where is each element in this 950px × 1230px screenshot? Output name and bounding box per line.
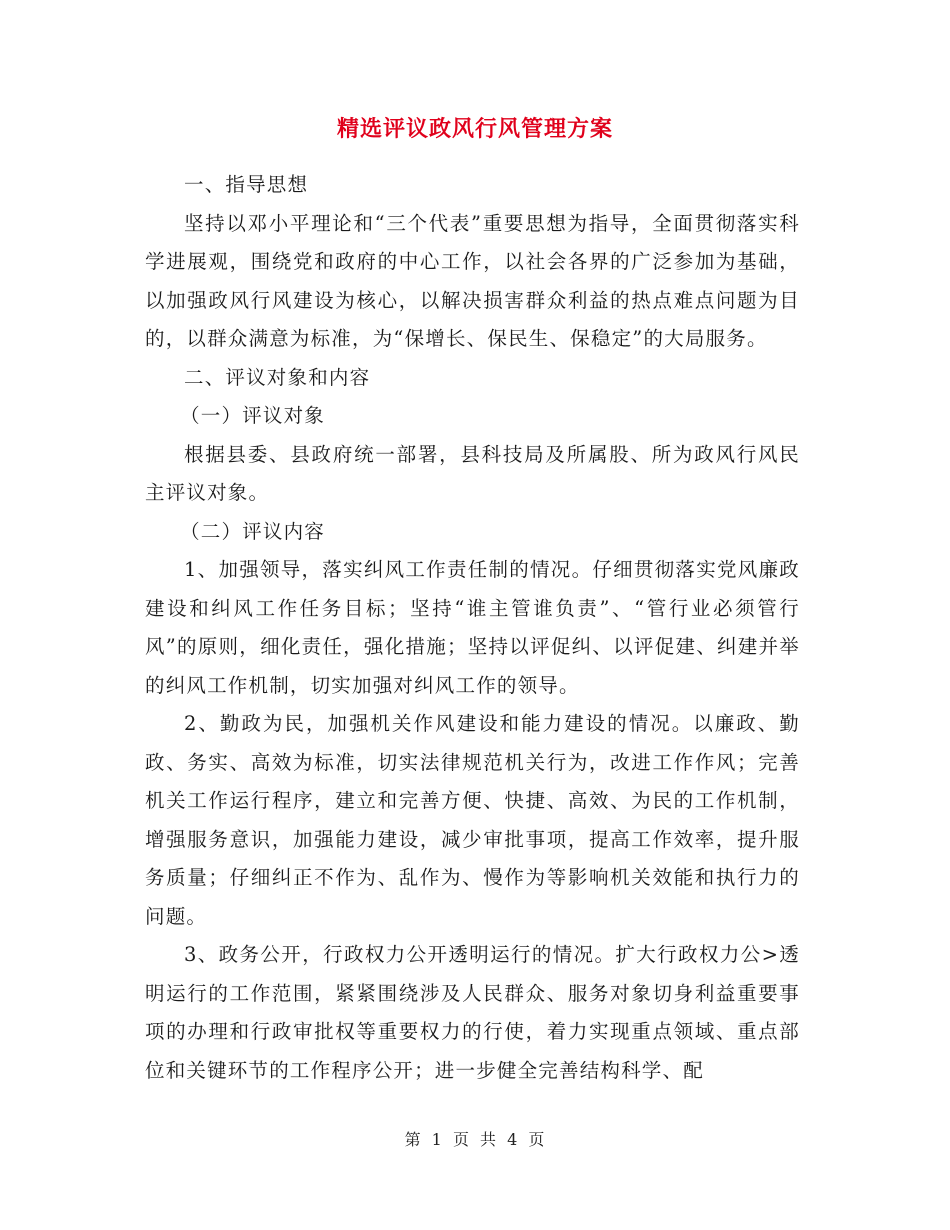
section-heading-guiding-ideology: 一、指导思想 (184, 173, 309, 196)
document-title: 精选评议政风行风管理方案 (336, 116, 613, 142)
paragraph-item-2: 2、勤政为民，加强机关作风建设和能力建设的情况。以廉政、勤政、务实、高效为标准，切实法律规范机关行为，改进工作作风；完善机关工作运行程序，建立和完善方便、快捷、高效、为民的工作机制，增强服务意识，加强能力建设，减少审批事项，提高工作效率，提升服务质量；仔细纠正不作为、乱作为、慢作为等影响机关效能和执行力的问题。 (145, 712, 800, 928)
paragraph-item-3: 3、政务公开，行政权力公开透明运行的情况。扩大行政权力公>透明运行的工作范围，紧紧围绕涉及人民群众、服务对象切身利益重要事项的办理和行政审批权等重要权力的行使，着力实现重点领域、重点部位和关键环节的工作程序公开；进一步健全完善结构科学、配 (145, 943, 800, 1082)
subsection-heading-content: （二）评议内容 (180, 519, 325, 543)
paragraph-item-1: 1、加强领导，落实纠风工作责任制的情况。仔细贯彻落实党风廉政建设和纠风工作任务目标；坚持“谁主管谁负责”、“管行业必须管行风”的原则，细化责任，强化措施；坚持以评促纠、以评促建、纠建并举的纠风工作机制，切实加强对纠风工作的领导。 (145, 558, 800, 697)
paragraph-guiding-ideology: 坚持以邓小平理论和“三个代表”重要思想为指导，全面贯彻落实科学进展观，围绕党和政府的中心工作，以社会各界的广泛参加为基础，以加强政风行风建设为核心，以解决损害群众利益的热点难点问题为目的，以群众满意为标准，为“保增长、保民生、保稳定”的大局服务。 (145, 211, 800, 350)
subsection-heading-objects: （一）评议对象 (180, 404, 325, 427)
section-heading-objects-content: 二、评议对象和内容 (184, 365, 371, 389)
paragraph-objects: 根据县委、县政府统一部署，县科技局及所属股、所为政风行风民主评议对象。 (145, 442, 800, 504)
page-number-footer: 第 1 页 共 4 页 (404, 1130, 546, 1149)
document-body (145, 166, 800, 1090)
